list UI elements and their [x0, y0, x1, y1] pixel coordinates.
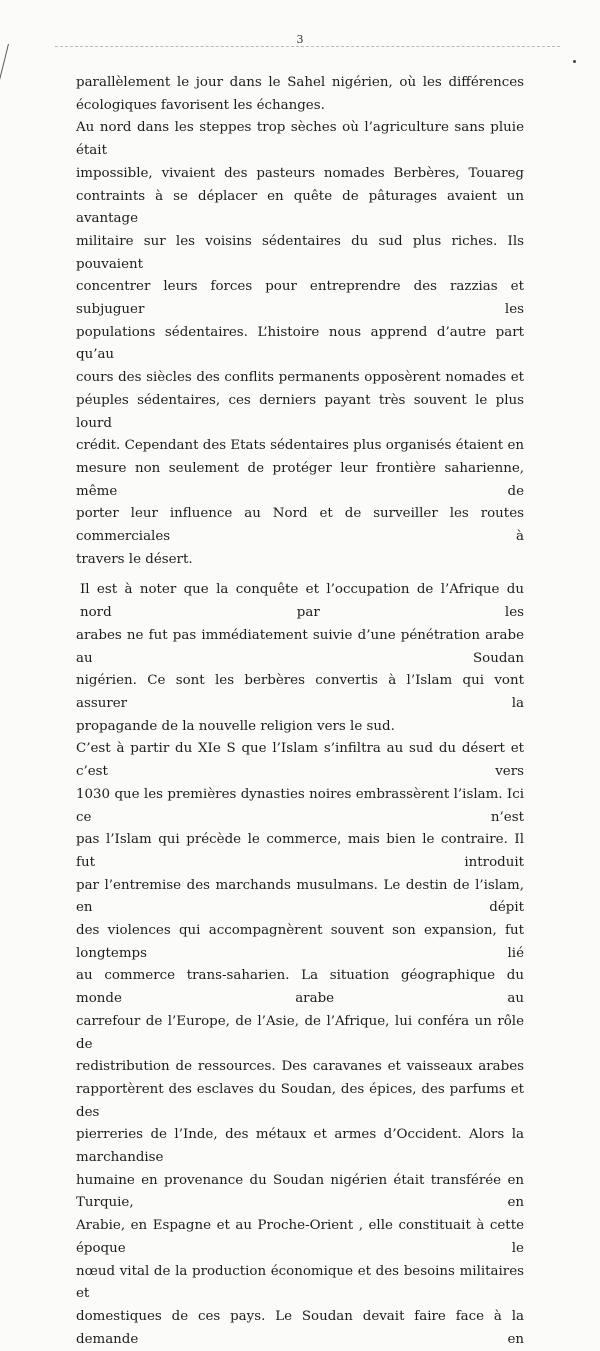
text-line: contraints à se déplacer en quête de pâturages avaient un avantage — [76, 188, 524, 227]
text-line: impossible, vivaient des pasteurs nomades Berbères, Touareg — [76, 165, 524, 181]
text-line: nœud vital de la production économique et des besoins militaires et — [76, 1263, 524, 1302]
text-line: cours des siècles des conflits permanents opposèrent nomades et — [76, 370, 524, 386]
text-line: rapportèrent des esclaves du Soudan, des épices, des parfums et des — [76, 1081, 524, 1120]
text-line: pas l’Islam qui précède le commerce, mais bien le contraire. Il fut introduit — [76, 832, 524, 870]
paragraph-4 — [76, 738, 524, 1351]
text-line: concentrer leurs forces pour entreprendre des razzias et subjuguer les — [76, 279, 524, 318]
text-line: humaine en provenance du Soudan nigérien était transférée en Turquie, en — [76, 1172, 524, 1211]
text-line: redistribution de ressources. Des caravanes et vaisseaux arabes — [76, 1059, 524, 1075]
text-line: arabes ne fut pas immédiatement suivie d’une pénétration arabe au Soudan — [76, 627, 524, 666]
paragraph-3 — [76, 579, 524, 738]
text-line: crédit. Cependant des Etats sédentaires plus organisés étaient en — [76, 438, 524, 454]
margin-pen-mark — [0, 44, 23, 92]
text-line: écologiques favorisent les échanges. — [76, 97, 325, 113]
page-body — [76, 72, 524, 1351]
text-line: porter leur influence au Nord et de surveiller les routes commerciales à — [76, 506, 524, 545]
text-line: nigérien. Ce sont les berbères convertis à l’Islam qui vont assurer la — [76, 673, 524, 711]
text-line: 1030 que les premières dynasties noires embrassèrent l’islam. Ici ce n’est — [76, 786, 524, 825]
text-line: carrefour de l’Europe, de l’Asie, de l’Afrique, lui conféra un rôle de — [76, 1013, 524, 1052]
text-line: mesure non seulement de protéger leur frontière saharienne, même de — [76, 460, 524, 499]
text-line: pierreries de l’Inde, des métaux et armes d’Occident. Alors la marchandise — [76, 1127, 524, 1166]
text-line: Arabie, en Espagne et au Proche-Orient , elle constituait à cette époque le — [76, 1218, 524, 1256]
paragraph-1 — [76, 72, 524, 117]
text-line: Au nord dans les steppes trop sèches où l’agriculture sans pluie était — [76, 120, 524, 159]
text-line: parallèlement le jour dans le Sahel nigérien, où les différences — [76, 75, 524, 90]
text-line: militaire sur les voisins sédentaires du sud plus riches. Ils pouvaient — [76, 233, 524, 272]
page-number: 3 — [296, 33, 304, 46]
paragraph-2 — [76, 117, 524, 571]
text-line: péuples sédentaires, ces derniers payant très souvent le plus lourd — [76, 392, 524, 431]
text-line: populations sédentaires. L’histoire nous apprend d’autre part qu’au — [76, 324, 524, 363]
text-line: par l’entremise des marchands musulmans. Le destin de l’islam, en dépit — [76, 877, 524, 916]
text-line: au commerce trans-saharien. La situation géographique du monde arabe au — [76, 968, 524, 1007]
text-line: Il est à noter que la conquête et l’occupation de l’Afrique du nord par les — [80, 582, 524, 621]
scan-top-rule — [55, 46, 560, 47]
text-line: C’est à partir du XIe S que l’Islam s’infiltra au sud du désert et c’est vers — [76, 741, 524, 780]
text-line: propagande de la nouvelle religion vers le sud. — [76, 718, 395, 734]
text-line: travers le désert. — [76, 551, 193, 567]
text-line: domestiques de ces pays. Le Soudan devait faire face à la demande en — [76, 1308, 524, 1347]
text-line: des violences qui accompagnèrent souvent son expansion, fut longtemps lié — [76, 923, 524, 961]
scan-speck — [573, 60, 576, 63]
